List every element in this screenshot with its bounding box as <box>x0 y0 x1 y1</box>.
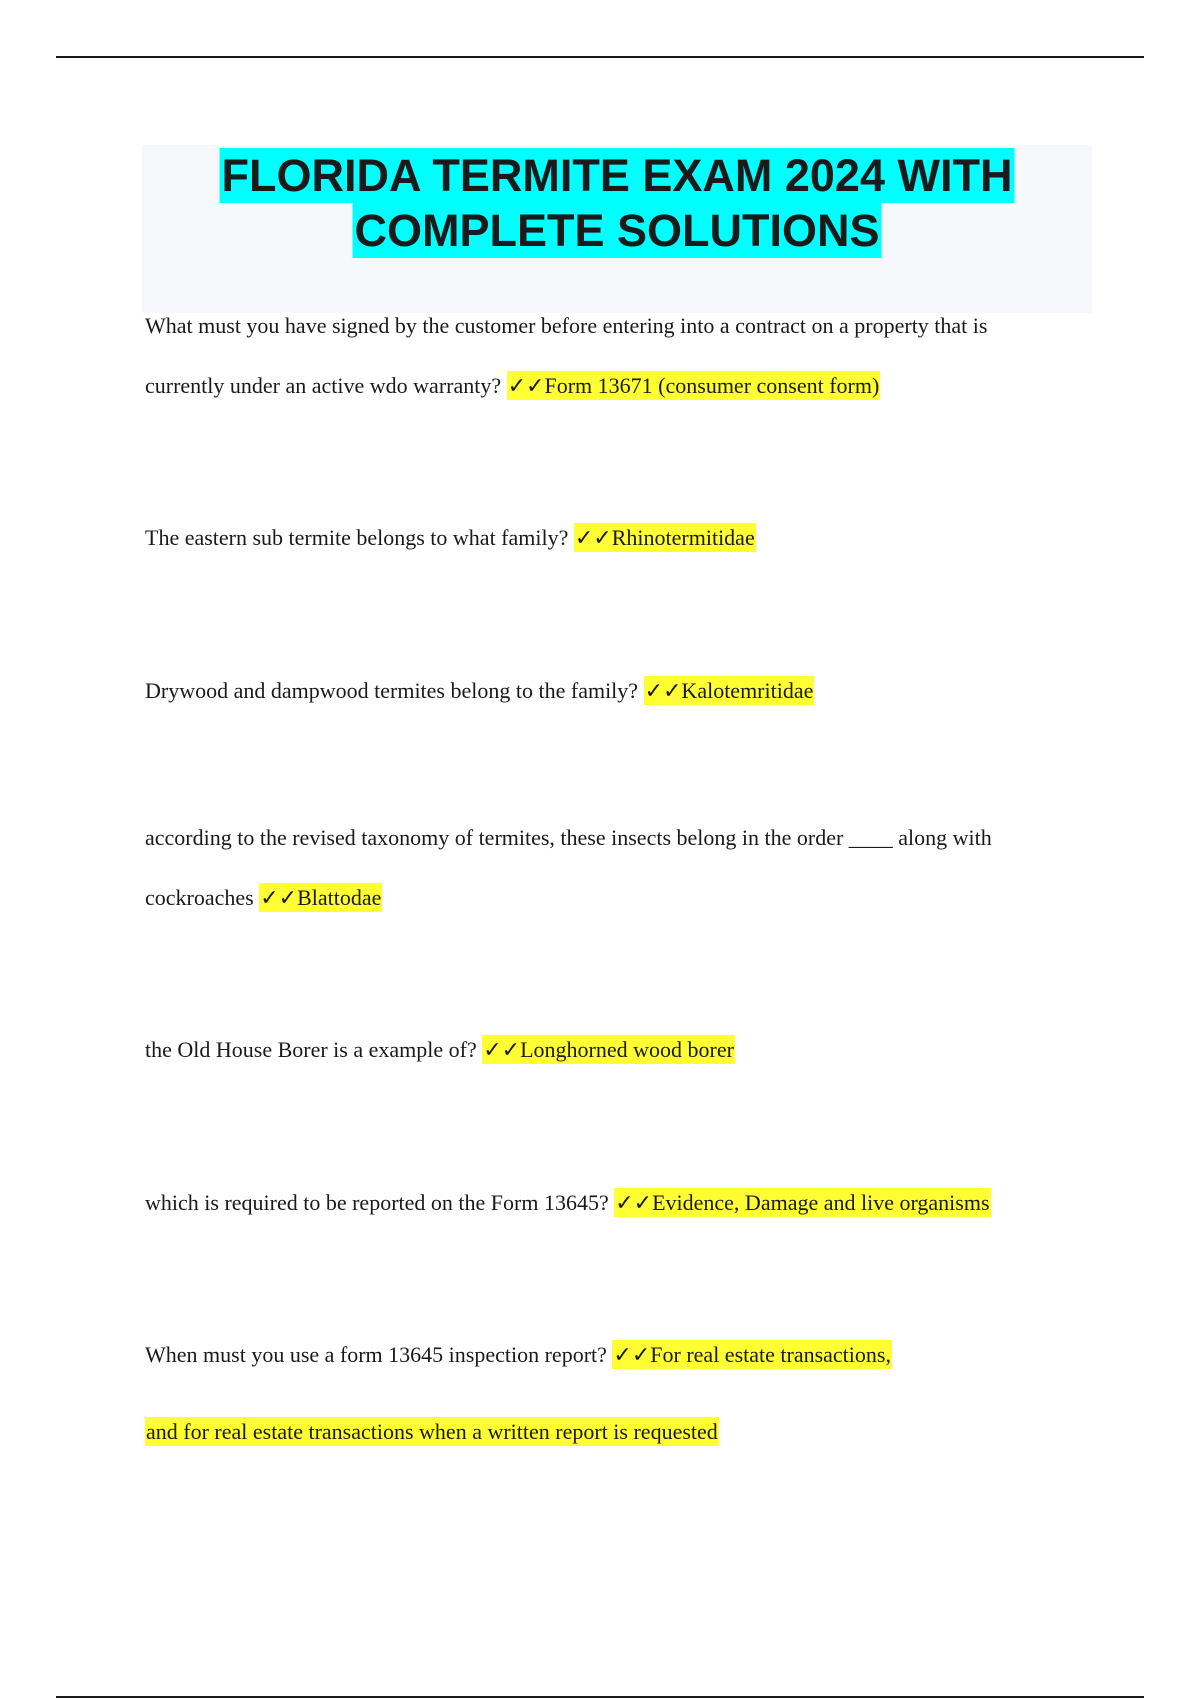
question-7-text: When must you use a form 13645 inspection report? <box>145 1342 607 1367</box>
qa-item-1 <box>145 296 1085 416</box>
answer-4: ✓✓Blattodae <box>260 885 382 910</box>
question-1-text: currently under an active wdo warranty? <box>145 373 502 398</box>
question-3-text: Drywood and dampwood termites belong to the family? <box>145 678 639 703</box>
question-4-text: cockroaches <box>145 885 254 910</box>
qa-item-3 <box>145 661 1085 721</box>
answer-2: ✓✓Rhinotermitidae <box>574 525 755 550</box>
answer-7-line-2: and for real estate transactions when a written report is requested <box>146 1419 718 1444</box>
question-6-line <box>145 1173 1085 1233</box>
title-block <box>142 145 1092 313</box>
question-6-text: which is required to be reported on the Form 13645? <box>145 1190 609 1215</box>
answer-5: ✓✓Longhorned wood borer <box>483 1037 734 1062</box>
qa-item-7-continued <box>145 1402 1085 1462</box>
document-title-line-2: COMPLETE SOLUTIONS <box>354 205 880 256</box>
qa-item-4 <box>145 808 1085 928</box>
question-1-line-2 <box>145 356 1085 416</box>
qa-item-5 <box>145 1020 1085 1080</box>
question-3-line <box>145 661 1085 721</box>
bottom-rule <box>56 1696 1144 1698</box>
question-5-line <box>145 1020 1085 1080</box>
top-rule <box>56 56 1144 58</box>
answer-3: ✓✓Kalotemritidae <box>644 678 814 703</box>
question-2-line <box>145 508 1085 568</box>
question-5-text: the Old House Borer is a example of? <box>145 1037 477 1062</box>
document-title-line-1: FLORIDA TERMITE EXAM 2024 WITH <box>221 150 1013 201</box>
question-1-line-1: What must you have signed by the customer before entering into a contract on a property that is <box>145 313 988 338</box>
question-7-line-1 <box>145 1325 1085 1385</box>
question-7-line-2 <box>145 1402 1085 1462</box>
qa-item-2 <box>145 508 1085 568</box>
answer-1: ✓✓Form 13671 (consumer consent form) <box>507 373 880 398</box>
qa-item-6 <box>145 1173 1085 1233</box>
question-2-text: The eastern sub termite belongs to what family? <box>145 525 569 550</box>
answer-6: ✓✓Evidence, Damage and live organisms <box>615 1190 990 1215</box>
answer-7-line-1: ✓✓For real estate transactions, <box>613 1342 891 1367</box>
question-4-line-2 <box>145 868 1085 928</box>
qa-item-7 <box>145 1325 1085 1385</box>
question-4-line-1: according to the revised taxonomy of termites, these insects belong in the order ____ along with <box>145 825 992 850</box>
